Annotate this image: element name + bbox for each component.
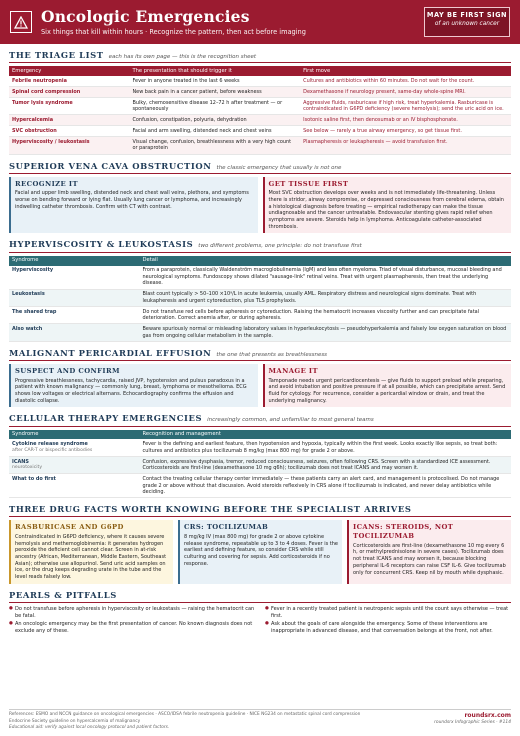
emergency-name: Tumor lysis syndrome — [9, 97, 129, 114]
first-move-cell: Plasmapheresis or leukapheresis — avoid transfusion first. — [300, 137, 511, 154]
emergency-name: Spinal cord compression — [9, 87, 129, 98]
table-row — [9, 306, 511, 323]
management-cell: Contact the treating cellular therapy center immediately — these patients carry an alert card, and management is protocolised. Do not manage grade 2 or above without that discussion. Avoid steroids reflexively in CRS alone if tocilizumab is indicated, and never delay antibiotics while deciding. — [140, 474, 511, 498]
table-row — [9, 439, 511, 456]
box-text: Corticosteroids are first-line (dexamethasone 10 mg every 6 h, or methylprednisolone in severe cases). Tocilizumab does not treat ICANS and may worsen it, because blocking peripheral IL-6 receptors can raise CSF IL-6. Give tocilizumab only for concurrent CRS. Keep nil by mouth while dysphasic. — [353, 542, 506, 576]
table-row — [9, 266, 511, 289]
rasburicase-box — [9, 520, 173, 583]
table-row — [9, 289, 511, 306]
cellular-table — [9, 430, 511, 499]
emergency-name: Hyperviscosity / leukostasis — [9, 137, 129, 154]
icans-box — [347, 520, 511, 583]
first-move-cell: Dexamethasone if neurology present, same-day whole-spine MRI. — [300, 87, 511, 98]
drugs-title: THREE DRUG FACTS WORTH KNOWING BEFORE THE SPECIALIST ARRIVES — [9, 504, 412, 515]
table-row — [9, 126, 511, 137]
pitfall-item: ● An oncologic emergency may be the first presentation of cancer. No known diagnosis does not exclude any of these. — [9, 621, 255, 634]
syndrome-name: Hyperviscosity — [9, 266, 140, 289]
column-header: First move — [300, 66, 511, 76]
presentation-cell: Bulky, chemosensitive disease 12–72 h after treatment — or spontaneously — [129, 97, 300, 114]
first-move-cell: Cultures and antibiotics within 60 minutes. Do not wait for the count. — [300, 76, 511, 86]
table-row — [9, 97, 511, 114]
triage-table — [9, 66, 511, 154]
emergency-name: Hypercalcemia — [9, 115, 129, 126]
syndrome-name: The shared trap — [9, 306, 140, 323]
syndrome-name: What to do first — [12, 475, 56, 482]
first-move-cell: Aggressive fluids, rasburicase if high risk, treat hyperkalemia. Rasburicase is contraindicated in G6PD deficiency (severe hemolysis); send the uric acid on ice. — [300, 97, 511, 114]
hyper-subtitle: two different problems, one principle: do not transfuse first — [198, 243, 362, 250]
triage-section-header — [9, 50, 511, 63]
pitfall-item: ● Do not transfuse before apheresis in hyperviscosity or leukostasis — raising the hematocrit can be fatal. — [9, 606, 255, 619]
syndrome-name: Leukostasis — [9, 289, 140, 306]
box-title: CRS: TOCILIZUMAB — [184, 523, 269, 532]
suspect-box — [9, 364, 258, 407]
reference-line: Endocrine Society guideline on hypercalcemia of malignancy — [9, 718, 141, 724]
pitfalls-title: PEARLS & PITFALLS — [9, 589, 117, 600]
emergency-name: SVC obstruction — [9, 126, 129, 137]
pitfalls-column-left — [9, 605, 255, 634]
site-link[interactable]: roundsrx.com — [464, 712, 511, 720]
page-title: Oncologic Emergencies — [41, 6, 250, 26]
box-text: Facial and upper limb swelling, distended neck and chest wall veins, plethora, and symptoms worse on bending forward or lying flat. Usually lung cancer or lymphoma, and increasingly indwelling catheter thrombosis. Confirm with CT with contrast. — [15, 190, 249, 210]
drugs-section-header — [9, 504, 511, 517]
svc-title: SUPERIOR VENA CAVA OBSTRUCTION — [9, 160, 212, 171]
svc-section-header — [9, 161, 511, 174]
pitfall-item: ● Ask about the goals of care alongside the emergency. Some of these interventions are inappropriate in advanced disease, and that conversation belongs at the front, not after. — [265, 621, 511, 634]
pitfall-item: ● Fever in a recently treated patient is neutropenic sepsis until the count says otherwise — treat first. — [265, 606, 511, 619]
detail-cell: Beware spuriously normal or misleading laboratory values in hyperleukocytosis — pseudohyperkalemia and falsely low oxygen saturation on blood gas from ongoing cellular metabolism in the sample. — [140, 324, 511, 341]
box-title: SUSPECT AND CONFIRM — [15, 367, 120, 376]
pitfalls-list — [9, 605, 511, 634]
disclaimer: Educational aid: verify against local oncology protocol and patient factors. — [9, 724, 170, 730]
table-header-row — [9, 430, 511, 440]
tocilizumab-box — [178, 520, 342, 583]
box-text: Most SVC obstruction develops over weeks and is not immediately life-threatening. Unless there is stridor, airway compromise, or depressed consciousness from cerebral edema, obtain a histological diagnosis before treating — empirical radiotherapy can make the tissue undiagnosable and the cancer untreatable. Endovascular stenting gives rapid relief when symptoms are severe. Steroids help in lymphoma. Anticoagulate catheter-associated thrombosis. — [268, 190, 504, 230]
box-text: Progressive breathlessness, tachycardia, raised JVP, hypotension and pulsus paradoxus in a patient with known malignancy — commonly lung, breast, lymphoma or mesothelioma. ECG shows low voltages or electrical alternans. Echocardiography confirms the effusion and diastolic collapse. — [15, 377, 247, 404]
syndrome-cell — [9, 439, 140, 456]
management-cell: Fever is the defining and earliest feature, then hypotension and hypoxia, typically within the first week. Looks exactly like sepsis, so treat both: cultures and antibiotics plus tocilizumab 8 mg/kg (max 800 mg) for grade 2 or above. — [140, 439, 511, 456]
references — [9, 712, 360, 731]
footer — [9, 709, 511, 731]
drug-facts — [9, 520, 511, 583]
series-label: roundsrx Infographic Series · #114 — [434, 720, 511, 726]
column-header: The presentation that should trigger it — [129, 66, 300, 76]
hyperviscosity-table — [9, 256, 511, 342]
cellular-section-header — [9, 413, 511, 426]
table-row — [9, 456, 511, 473]
tissue-box — [263, 177, 512, 234]
svc-subtitle: the classic emergency that usually is not one — [216, 164, 342, 171]
column-header: Detail — [140, 256, 511, 266]
presentation-cell: Confusion, constipation, polyuria, dehydration — [129, 115, 300, 126]
box-title: ICANS: STEROIDS, NOT TOCILIZUMAB — [353, 523, 454, 541]
pericardial-title: MALIGNANT PERICARDIAL EFFUSION — [9, 347, 212, 358]
syndrome-cell — [9, 456, 140, 473]
site-info — [434, 712, 511, 731]
pericardial-boxes — [9, 364, 511, 407]
table-header-row — [9, 256, 511, 266]
pitfalls-column-right — [265, 605, 511, 634]
table-row — [9, 137, 511, 154]
hyper-title: HYPERVISCOSITY & LEUKOSTASIS — [9, 239, 194, 250]
cellular-subtitle: increasingly common, and unfamiliar to most general teams — [207, 417, 374, 424]
reference-line: References: ESMO and NCCN guidance on oncological emergencies · ASCO/IDSA febrile neutropenia guideline · NICE NG234 on metastatic spinal cord compression — [9, 712, 361, 718]
presentation-cell: New back pain in a cancer patient, before weakness — [129, 87, 300, 98]
table-row — [9, 324, 511, 341]
syndrome-cell — [9, 474, 140, 498]
first-move-cell: Isotonic saline first, then denosumab or an IV bisphosphonate. — [300, 115, 511, 126]
column-header: Emergency — [9, 66, 129, 76]
triage-subtitle: each has its own page — this is the recognition sheet — [108, 54, 257, 60]
detail-cell: Do not transfuse red cells before apheresis or cytoreduction. Raising the hematocrit increases viscosity further and can precipitate fatal deterioration. Correct anemia after, or during apheresis. — [140, 306, 511, 323]
first-sign-badge — [424, 7, 510, 37]
box-title: MANAGE IT — [268, 367, 318, 376]
triage-title: THE TRIAGE LIST — [9, 50, 104, 60]
column-header: Syndrome — [9, 430, 140, 440]
syndrome-name: ICANS — [12, 458, 29, 465]
cellular-title: CELLULAR THERAPY EMERGENCIES — [9, 413, 203, 424]
hyper-section-header — [9, 239, 511, 252]
manage-box — [263, 364, 512, 407]
box-title: RECOGNIZE IT — [15, 179, 78, 188]
table-row — [9, 115, 511, 126]
presentation-cell: Facial and arm swelling, distended neck and chest veins — [129, 126, 300, 137]
detail-cell: From a paraprotein, classically Waldenström macroglobulinemia (IgM) and less often myeloma. Triad of visual disturbance, mucosal bleeding and neurological symptoms. Fundoscopy shows dilated "sausage-link" retinal veins. Treat with urgent plasmapheresis, then treat the underlying disease. — [140, 266, 511, 289]
badge-line-1: MAY BE FIRST SIGN — [426, 11, 508, 19]
column-header: Syndrome — [9, 256, 140, 266]
detail-cell: Blast count typically > 50–100 ×10⁹/L in acute leukemia, usually AML. Respiratory distress and neurological signs dominate. Treat with leukapheresis and urgent cytoreduction, plus TLS prophylaxis. — [140, 289, 511, 306]
warning-triangle-icon — [10, 11, 32, 33]
emergency-name: Febrile neutropenia — [9, 76, 129, 86]
recognize-box — [9, 177, 258, 234]
pericardial-section-header — [9, 348, 511, 361]
syndrome-name: Cytokine release syndrome — [12, 441, 88, 448]
box-text: Contraindicated in G6PD deficiency, where it causes severe hemolysis and methemoglobinemia: it generates hydrogen peroxide the deficient cell cannot clear. Screen in at-risk ancestry (African, Mediterranean, Middle Eastern, Southeast Asian); otherwise use allopurinol. Send uric acid samples on ice, or the drug keeps degrading urate in the tube and the level reads falsely low. — [15, 533, 167, 580]
syndrome-note: neurotoxicity — [12, 465, 43, 471]
column-header: Recognition and management — [140, 430, 511, 440]
table-row — [9, 87, 511, 98]
box-text: 8 mg/kg IV (max 800 mg) for grade 2 or above cytokine release syndrome, repeatable up to 3 to 4 doses. Fever is the earliest and defining feature, so consider CRS while still culturing and covering for sepsis. Add corticosteroids if no response. — [184, 533, 338, 567]
pericardial-subtitle: the one that presents as breathlessness — [216, 351, 328, 358]
table-header-row — [9, 66, 511, 76]
presentation-cell: Fever in anyone treated in the last 6 weeks — [129, 76, 300, 86]
page-subtitle: Six things that kill within hours · Recognize the pattern, then act before imaging — [41, 28, 306, 37]
svc-boxes — [9, 177, 511, 234]
presentation-cell: Visual change, confusion, breathlessness with a very high count or paraprotein — [129, 137, 300, 154]
syndrome-note: after CAR-T or bispecific antibodies — [12, 447, 93, 453]
syndrome-name: Also watch — [9, 324, 140, 341]
header-banner — [0, 0, 520, 44]
badge-line-2: of an unknown cancer — [434, 20, 500, 27]
box-title: GET TISSUE FIRST — [268, 179, 349, 188]
first-move-cell: See below — rarely a true airway emergency, so get tissue first. — [300, 126, 511, 137]
management-cell: Confusion, expressive dysphasia, tremor, reduced consciousness, seizures, often following CRS. Screen with a standardized ICE assessment. Corticosteroids are first-line (dexamethasone 10 mg q6h); tocilizumab does not treat ICANS and may worsen it. — [140, 456, 511, 473]
box-title: RASBURICASE AND G6PD — [15, 523, 124, 532]
table-row — [9, 76, 511, 86]
table-row — [9, 474, 511, 498]
box-text: Tamponade needs urgent pericardiocentesis — give fluids to support preload while preparing, and avoid intubation and positive pressure if at all possible, which can precipitate arrest. Send fluid for cytology. For recurrence, consider a pericardial window or drain, and treat the underlying malignancy. — [268, 377, 506, 404]
pitfalls-section-header — [9, 590, 511, 603]
